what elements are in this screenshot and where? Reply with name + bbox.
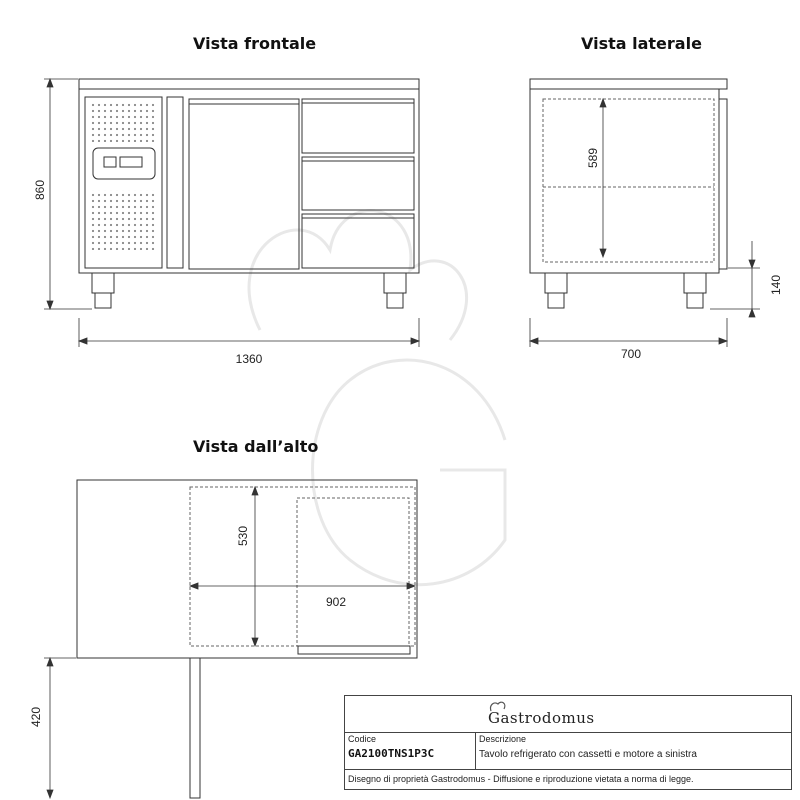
side-view-title: Vista laterale [581,34,702,53]
product-code: GA2100TNS1P3C [348,747,435,760]
top-offset-label: 420 [29,706,43,728]
vent-grille-bottom [90,190,156,250]
drawer-2 [302,157,414,210]
front-worktop [79,79,419,89]
side-inner-compartment [543,99,714,262]
title-block [344,695,792,790]
vent-grille-top [90,102,156,142]
side-leg-left-foot [548,293,564,308]
description-cell [476,732,791,769]
side-depth-label: 700 [620,347,642,361]
brand-name: Gastrodomus [488,709,595,727]
front-door [189,99,299,269]
top-depth-label: 530 [236,525,250,547]
front-leg-left-top [92,273,114,293]
copyright-notice: Disegno di proprietà Gastrodomus - Diffusione e riproduzione vietata a norma di legge. [348,774,694,784]
drawer-1 [302,99,414,153]
front-leg-right-top [384,273,406,293]
control-panel [93,148,155,179]
side-leg-right-foot [687,293,703,308]
top-view-title: Vista dall’alto [193,437,319,456]
front-view-title: Vista frontale [193,34,317,53]
top-drawer-outline [297,498,409,646]
side-leg-height-label: 140 [769,274,783,296]
title-block-logo-area [345,696,791,733]
front-divider [167,97,183,268]
product-description: Tavolo refrigerato con cassetti e motore a sinistra [479,749,697,760]
top-drawer-front [298,646,410,654]
top-door-open [190,658,200,798]
front-leg-right-foot [387,293,403,308]
side-door-edge [719,99,727,269]
side-leg-left-top [545,273,567,293]
side-dimension-lines [530,99,760,347]
description-label: Descrizione [479,734,527,744]
front-width-label: 1360 [235,352,263,366]
watermark-logo [249,211,505,585]
code-label: Codice [348,734,377,744]
front-height-label: 860 [33,179,47,201]
side-inner-height-label: 589 [586,147,600,169]
top-outline [77,480,417,658]
side-leg-right-top [684,273,706,293]
front-leg-left-foot [95,293,111,308]
side-body [530,89,719,273]
top-compartment-outline [190,487,415,646]
code-cell [345,732,476,769]
side-view [530,79,727,308]
side-worktop [530,79,727,89]
top-width-label: 902 [325,595,347,609]
title-block-info-row [345,732,791,770]
